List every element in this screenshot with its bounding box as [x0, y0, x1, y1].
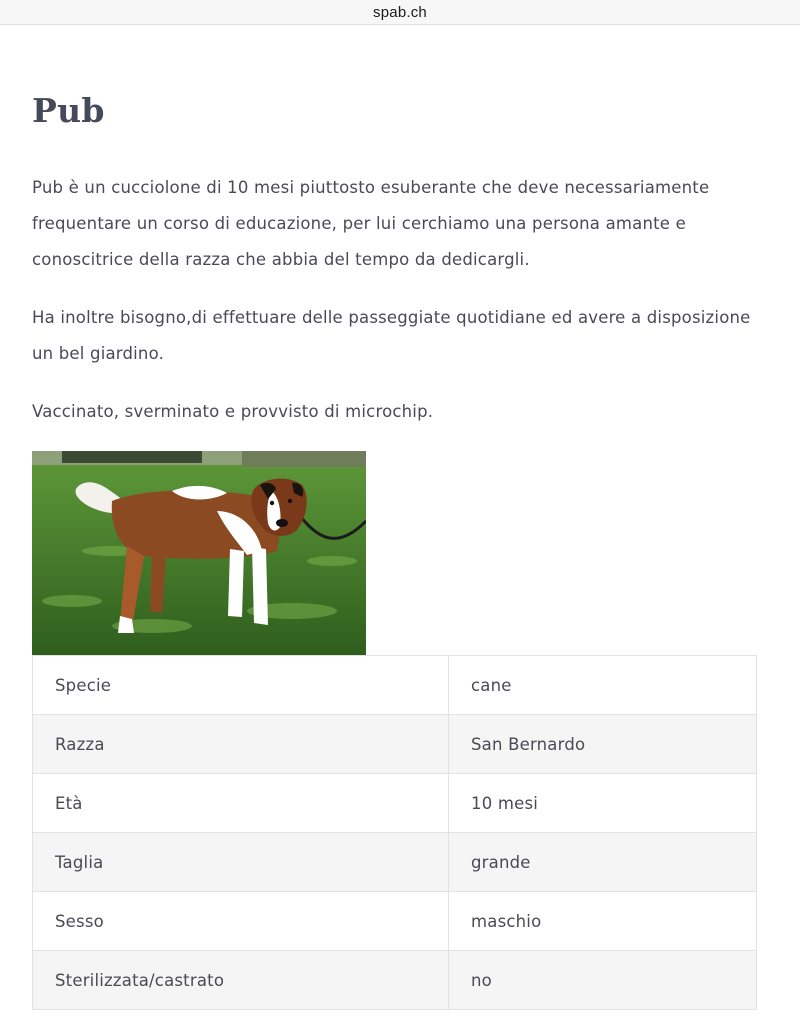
table-row — [33, 951, 757, 1010]
dog-photo[interactable] — [32, 451, 366, 655]
spec-value: no — [449, 951, 757, 1010]
spec-key: Specie — [33, 656, 449, 715]
dog-photo-illustration — [32, 451, 366, 655]
url-text[interactable]: spab.ch — [373, 3, 427, 21]
spec-value: San Bernardo — [449, 715, 757, 774]
spec-value: cane — [449, 656, 757, 715]
spec-key: Razza — [33, 715, 449, 774]
page-title: Pub — [32, 91, 105, 130]
spec-key: Sesso — [33, 892, 449, 951]
table-row — [33, 715, 757, 774]
spec-key: Età — [33, 774, 449, 833]
specs-table — [32, 655, 757, 1010]
spec-key: Taglia — [33, 833, 449, 892]
spec-key: Sterilizzata/castrato — [33, 951, 449, 1010]
table-row — [33, 833, 757, 892]
spec-value: maschio — [449, 892, 757, 951]
browser-address-bar[interactable] — [0, 0, 800, 25]
table-row — [33, 774, 757, 833]
description-paragraph-1: Pub è un cucciolone di 10 mesi piuttosto esuberante che deve necessariamente frequentare un corso di educazione, per lui cerchiamo una persona amante e conoscitrice della razza che abbia del tempo da dedicargli. — [32, 178, 710, 269]
spec-value: grande — [449, 833, 757, 892]
table-row — [33, 892, 757, 951]
table-row — [33, 656, 757, 715]
description-paragraph-3: Vaccinato, sverminato e provvisto di microchip. — [32, 402, 434, 421]
description-paragraph-2: Ha inoltre bisogno,di effettuare delle passeggiate quotidiane ed avere a disposizione un bel giardino. — [32, 308, 751, 363]
spec-value: 10 mesi — [449, 774, 757, 833]
